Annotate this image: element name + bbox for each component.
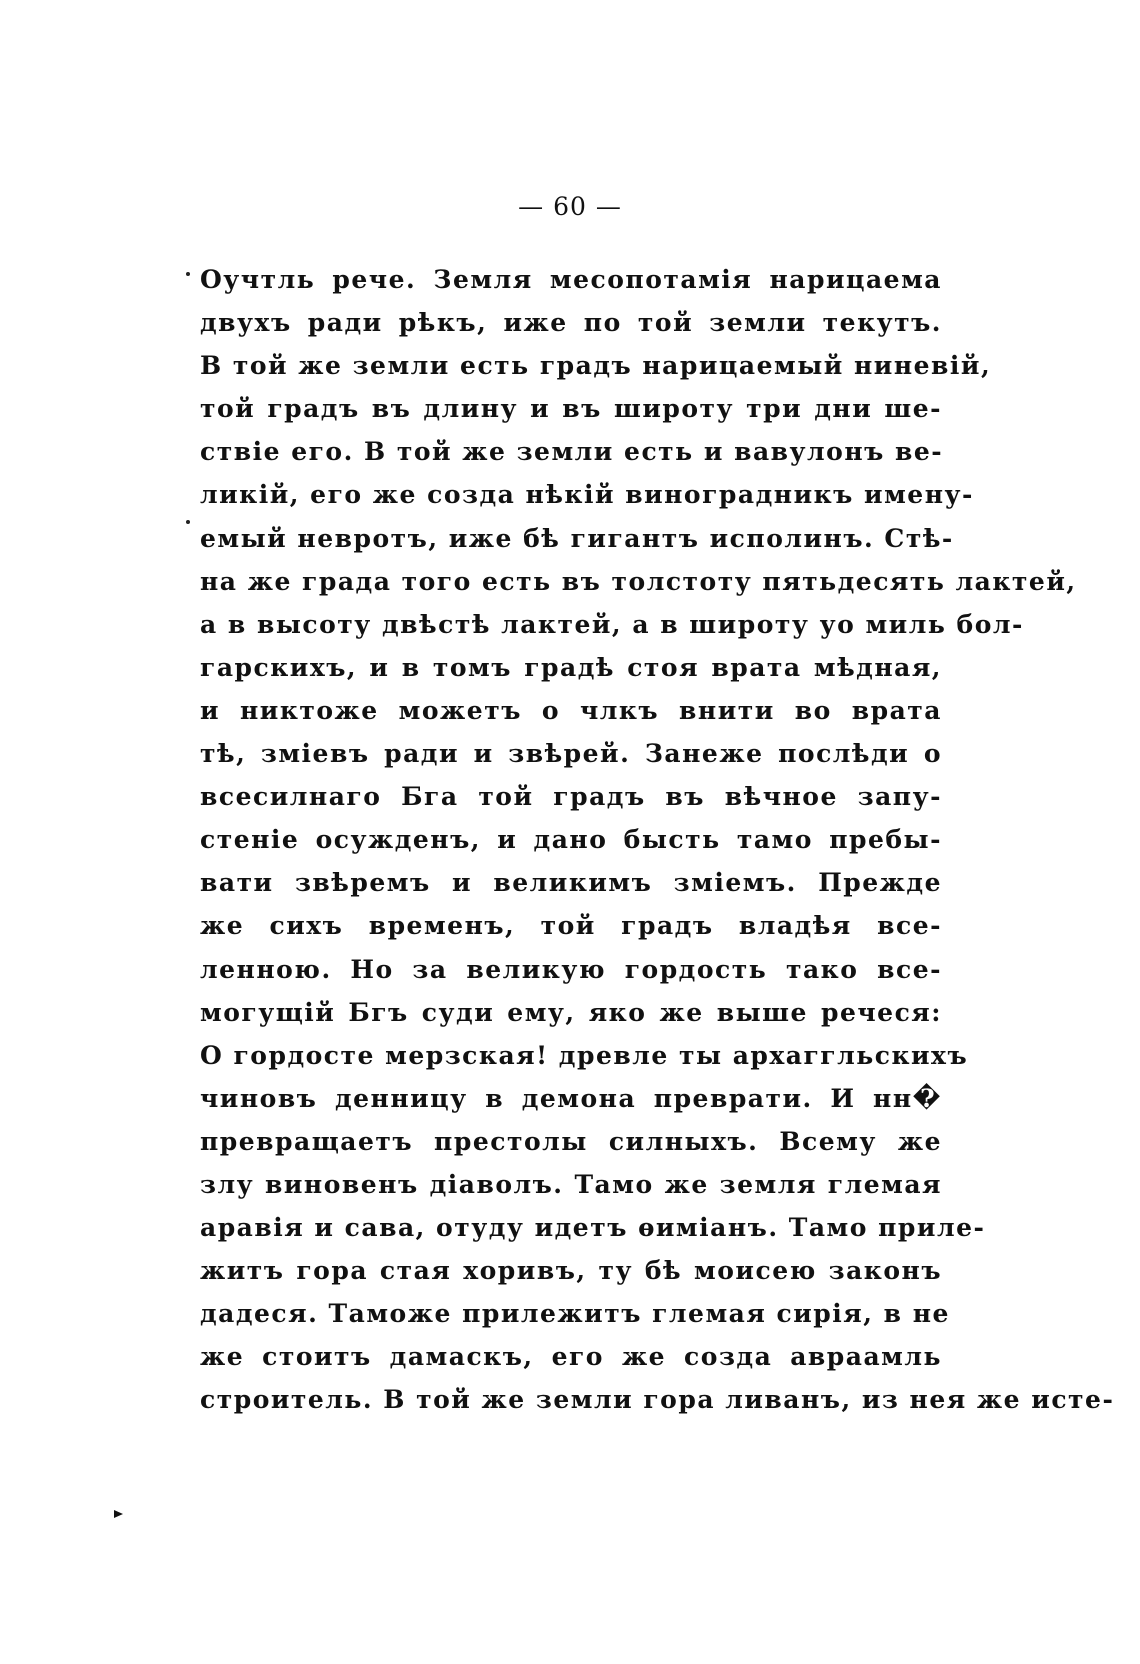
- text-line: чиновъ денницу в демона преврати. И нн�: [200, 1083, 942, 1113]
- text-line: ликій, его же созда нѣкій виноградникъ имену-: [200, 480, 974, 510]
- text-line: всесилнаго Бга той градъ въ вѣчное запу-: [200, 782, 942, 812]
- text-line: аравія и сава, отуду идетъ ѳиміанъ. Тамо прилe-: [200, 1213, 986, 1243]
- text-line: двухъ ради рѣкъ, иже по той земли текутъ.: [200, 308, 942, 338]
- text-line: могущій Бгъ суди ему, яко же выше речеся:: [200, 997, 942, 1027]
- body-text: [200, 258, 1115, 1422]
- text-line: злу виновенъ діаволъ. Тамо же земля глемая: [200, 1169, 942, 1199]
- text-line: вати звѣремъ и великимъ зміемъ. Прежде: [200, 868, 942, 898]
- text-line: строитель. В той же земли гора ливанъ, из нея же исте-: [200, 1385, 1115, 1415]
- text-line: В той же земли есть градъ нарицаемый ниневій,: [200, 351, 992, 381]
- text-line: емый невротъ, иже бѣ гигантъ исполинъ. Стѣ-: [200, 523, 954, 553]
- text-line: ствіе его. В той же земли есть и вавулонъ ве-: [200, 437, 944, 467]
- text-line: а в высоту двѣстѣ лактей, а в широту уо миль бол-: [200, 609, 1024, 639]
- text-line: ленною. Но за великую гордость тако все-: [200, 954, 942, 984]
- text-line: житъ гора стая хоривъ, ту бѣ моисею законъ: [200, 1256, 942, 1286]
- page-number: — 60 —: [518, 192, 622, 221]
- text-line: гарскихъ, и в томъ градѣ стоя врата мѣдная,: [200, 652, 942, 682]
- text-line: той градъ въ длину и въ широту три дни ше-: [200, 394, 942, 424]
- text-line: Оучтль рече. Земля месопотамія нарицаема: [200, 265, 942, 294]
- text-line: дадеся. Таможе прилежитъ глемая сирія, в не: [200, 1299, 950, 1329]
- text-line: же сихъ временъ, той градъ владѣя все-: [200, 911, 942, 941]
- margin-dot-mark: [186, 520, 190, 524]
- corner-arrow-mark: [114, 1510, 123, 1518]
- text-line: стеніе осужденъ, и дано бысть тамо пребы-: [200, 825, 942, 855]
- text-line: превращаетъ престолы силныхъ. Всему же: [200, 1126, 942, 1156]
- text-line: тѣ, зміевъ ради и звѣрей. Занеже послѣди о: [200, 739, 942, 769]
- margin-dot-mark: [186, 272, 190, 276]
- text-line: же стоитъ дамаскъ, его же созда авраамль: [200, 1342, 942, 1372]
- text-line: на же града того есть въ толстоту пятьдесять лактей,: [200, 566, 1077, 596]
- text-line: и никтоже можетъ о члкъ внити во врата: [200, 695, 942, 725]
- text-line: О гордосте мерзская! древле ты архаггльскихъ: [200, 1040, 969, 1070]
